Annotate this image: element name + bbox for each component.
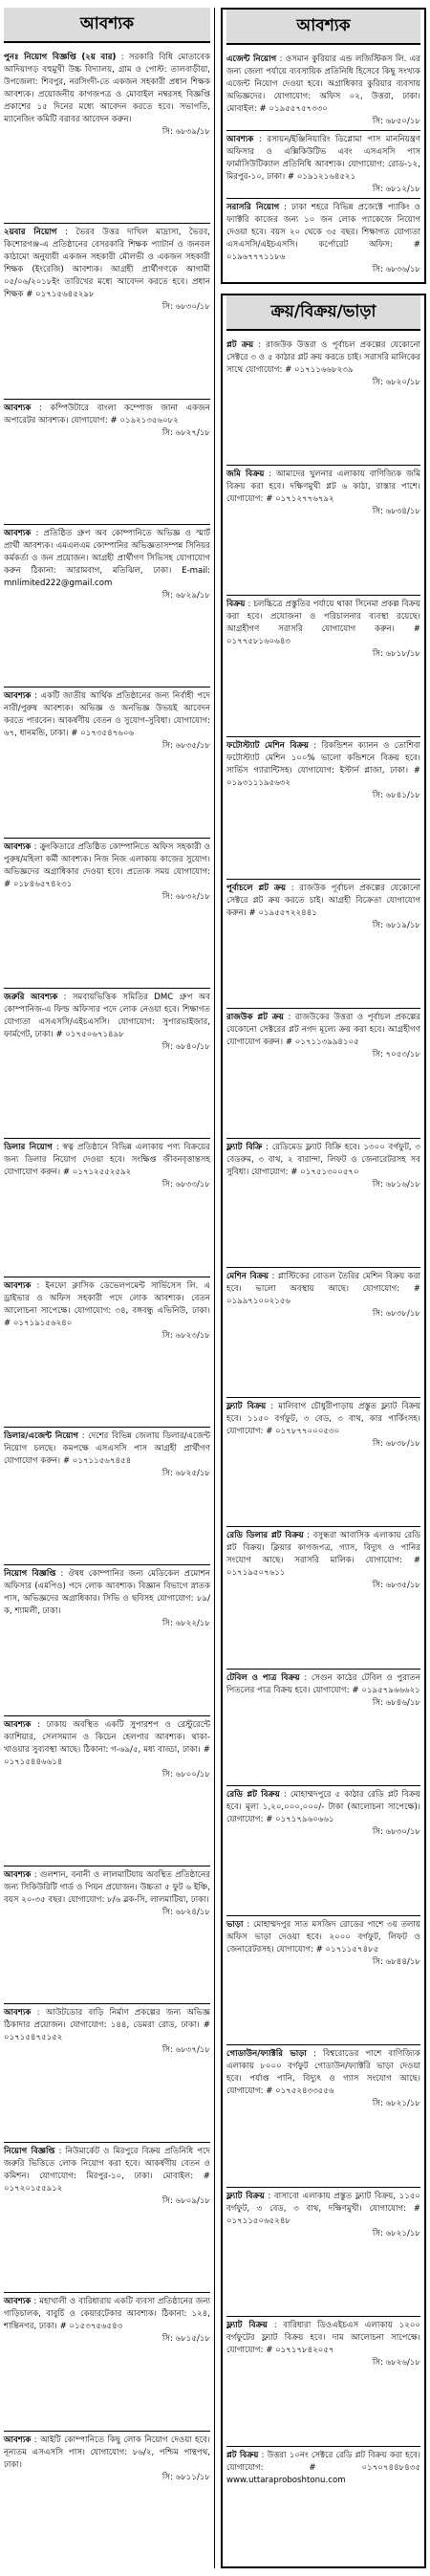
ad-code: সি: ৬৮২১/১৮ (372, 2099, 420, 2109)
ad-separator: : (269, 1272, 278, 1282)
ad-heading: ডিলার/এজেন্ট নিয়োগ (4, 1431, 79, 1442)
ad-separator: : (262, 1142, 272, 1152)
ad-code: সি: ৬৮১৬/১৮ (372, 1179, 420, 1190)
ad-code: সি: ৬৮০০/১৮ (161, 1769, 210, 1779)
ad-heading: আবশ্যক (4, 529, 32, 539)
ad-separator: : (299, 1672, 312, 1683)
ad-separator: : (54, 2146, 66, 2156)
ad-heading: ফ্ল্যাট বিক্রয় (226, 2321, 268, 2331)
right-mid-section-header: ক্রয়/বিক্রয়/ভাড়া (226, 295, 420, 331)
ad-body: ঢাকা শহরে বিভিন্ন প্রজেক্টে প্যাকিং ও ফ্যাক্টরি কাজের জন্য ১০ জন লোক প্যাকেজে নিয়োগ দেওয়া হবে। বয়স ২০ থেকে ৩৫ বছর। শিক্ষাগত যোগ্যতা এসএসসি/এইচএসসি। কর্পোরেট অফিস: # ০১৯৬৭৭৭১১৮৬ (226, 203, 421, 262)
ad-code: সি: ৬৮৩৮/১৮ (372, 1438, 420, 1449)
ad-separator: : (31, 403, 51, 413)
ad-code: সি: ৬৮৪৪/১৮ (372, 1956, 420, 1967)
ad-code: সি: ৬৮১৯/১৮ (372, 920, 420, 930)
column-gap (221, 284, 426, 294)
classified-ad (4, 839, 210, 989)
ad-separator: : (52, 1143, 63, 1153)
ad-body: বারিধারা ডিওএইচএস এলাকায় ১২০০ বর্গফুটের ফ্ল্যাট বিক্রয় হবে। দাম আলোচনা সাপেক্ষে। যোগাযোগ: # ০১৭১৭৮৪২০৫৭ (226, 2321, 420, 2356)
classified-ad (226, 596, 420, 737)
ad-separator: : (31, 841, 40, 852)
ad-code: সি: ৬৮৩৭/১৮ (161, 2045, 210, 2056)
ad-body: দেশের বিভিন্ন জেলায় ডিলার/এজেন্ট নিয়োগ চলছে। কমপক্ষে এসএসসি পাস আগ্রহী প্রার্থীগণ যোগাযোগ করুন। # ০১৭১১৫৬৭৪৫৪ (4, 1431, 210, 1467)
ad-heading: আবশ্যক (4, 2297, 32, 2307)
classified-ad (4, 525, 210, 688)
ad-body: সরকারি বিধি মোতাবেক আদিয়াগড় বহুমুখী উচ্চ বিদ্যালয়, গ্রাম ও পোস্ট: তালবাড়ীয়া, উপজেলা: শিবপুর, নরসিংদী-তে একজন সহকারী প্রধান শিক্ষক আবশ্যক। প্রয়োজনীয় কাগজপত্র ও মোবাইল নম্বরসহ বিজ্ঞপ্তি প্রকাশের ১৫ দিনের মধ্যে আবেদন করতে হবে। সভাপতি, ম্যানেজিং কমিটি বরাবর আবেদন করুন। (4, 53, 210, 124)
classified-ad (4, 1139, 210, 1277)
classified-ad (226, 1009, 420, 1138)
ad-separator: : (31, 2008, 46, 2019)
classified-ad (4, 2004, 210, 2142)
ad-heading: জমি বিক্রয় (226, 469, 265, 480)
ad-heading: আবশ্যক (4, 1870, 32, 1881)
classified-ad (226, 1398, 420, 1527)
ad-separator: : (253, 340, 267, 350)
classified-ad (226, 1268, 420, 1397)
ad-separator: : (31, 691, 41, 702)
ad-heading: নিয়োগ বিজ্ঞপ্তি (4, 1569, 56, 1580)
ad-separator: : (253, 135, 268, 144)
ad-heading: আবশ্যক (4, 2008, 32, 2019)
ad-heading: গোডাউন/ফ্যাক্টরি ভাড়া (226, 2049, 307, 2060)
ad-body: রসায়ন/ইঞ্জিনিয়ারিং ডিপ্লোমা পাস মাননিয়ন্ত্রণ অফিসার ও এক্সিকিউটিভ এবং এসএসসি পাস ফার্মাসিউটিক্যাল প্রতিনিধি আবশ্যক। যোগাযোগ: রোড-১২, মিরপুর-১০, ঢাকা। # ০১৯১২১৬৪৫২১ (226, 135, 421, 182)
ad-code: সি: ৬৮৩৮/১৮ (372, 1309, 420, 1320)
ad-body: রাজউকের উত্তরা ও পূর্বাচল প্রকল্পের যেকোনো সেক্টরের প্লট নগদ মূল্যে ক্রয় করা হবে। আগ্রহীগণ যোগাযোগ করুন। # ০১৭১১৩৯৯৪১০৫ (226, 1013, 421, 1048)
classified-ad (4, 1716, 210, 1867)
ad-code: সি: ৬৮৪১/১৮ (372, 791, 420, 801)
ad-heading: ফ্ল্যাট বিক্রি (226, 1142, 263, 1152)
ad-code: সি: ৬৮২৪/১৮ (161, 1908, 210, 1918)
ad-body: আমাদের খুলনার এলাকায় বাণিজ্যিক জমি বিক্রয় করা হবে। দক্ষিণমুখী প্লট ৬ কাঠা, রাস্তার পাশে। যোগাযোগ: # ০১৭১২৭৭৬৭৯২ (226, 469, 420, 505)
classified-ad (226, 880, 420, 1009)
classified-ad (4, 1565, 210, 1715)
left-ads-list (4, 49, 210, 2568)
ad-body: ওসমান কুরিয়ার এন্ড লজিস্টিকস লি. এর জন্য জেলা পর্যায়ে ব্যবসায়িক প্রতিনিধি হিসেবে কিছু সংখ্যক এজেন্ট নিয়োগ দেওয়া হবে। অগ্রাধিকার কুরিয়ার ব্যবসায় অভিজ্ঞদের। যোগাযোগ: অফিস ০২, উত্তরা, ঢাকা। মোবাইল: # ০১৯৫৫৭৫৭৩৩০ (226, 55, 420, 114)
classified-ad (4, 989, 210, 1139)
classified-ad (226, 131, 420, 199)
ad-code: সি: ৬৮১১/১৮ (161, 2472, 210, 2482)
ad-separator: : (31, 2434, 41, 2445)
ad-body: ঔষধ কোম্পানির জন্য মেডিকেল প্রমোশন অফিসার (এমপিও) পদে লোক আবশ্যক। বিজ্ঞান বিভাগে স্নাতক পাস, অভিজ্ঞদের অগ্রাধিকার। সিভি ও ছবিসহ যোগাযোগ: ৮৯/ক, শ্যামলী, ঢাকা। (4, 1569, 210, 1617)
ad-heading: আবশ্যক (4, 1280, 32, 1291)
ad-code: সি: ৬৮২০/১৮ (372, 378, 420, 387)
ad-heading: ডিলার নিয়োগ (4, 1143, 53, 1153)
ad-body: কম্পিউটারে বাংলা কম্পোজ জানা একজন অপারেটর আবশ্যক। যোগাযোগ: # ০১৯২১৩৫৬০৮২ (4, 403, 211, 426)
ad-code: সি: ৬৮৩৩/১৮ (161, 1180, 210, 1190)
right-column (221, 8, 426, 2568)
ad-heading: বিক্রয় (226, 599, 246, 609)
ad-body: স্বত্ব প্রতিষ্ঠানে বিভিন্ন এলাকায় পণ্য বিক্রয়ের জন্য ডিলার নিয়োগ দেওয়া হবে। সংক্ষিপ্ত জীবনবৃত্তান্তসহ যোগাযোগ করুন। # ০১৭১২৫৫২৫৯২ (4, 1143, 210, 1178)
ad-code: সি: ৬৮২৩/১৮ (161, 1330, 210, 1341)
ad-code: সি: ৬৮৩৫/১৮ (372, 1581, 420, 1591)
ad-code: সি: ৬৮৪৬/১৮ (372, 1697, 420, 1708)
ad-code: সি: ৬৮২২/১৮ (161, 1619, 210, 1629)
ad-separator: : (78, 1431, 89, 1442)
left-column (4, 8, 215, 2568)
ad-body: সমবায়ভিত্তিক সমিতির DMC গ্রুপ অব কোম্পানিজ-এ ফিল্ড অফিসার পদে লোক নেওয়া হবে। শিক্ষাগত যোগ্যতা এসএসসি/এইচএসসি। যোগাযোগ: সুপারভাইজার, ফার্মগেট, ঢাকা। # ০১৭৫০৬৭১৪৯৮ (4, 993, 210, 1040)
ad-separator: : (31, 1870, 40, 1881)
ad-heading: রাজউক প্লট ক্রয় (226, 1013, 284, 1023)
ad-body: প্লাস্টিকের বোতল তৈরির মেশিন বিক্রয় করা হবে। ভালো অবস্থায় আছে। যোগাযোগ: # ০১৯৯৭১০০২১৫৬ (226, 1272, 421, 1307)
ad-heading: সরাসরি নিয়োগ (226, 203, 280, 212)
ad-heading: প্লট ক্রয় (226, 340, 254, 350)
ad-body: একটি জাতীয় আর্থিক প্রতিষ্ঠানের জন্য নির্বাহী পদে নারী/পুরুষ আবশ্যক। অভিজ্ঞ ও অনভিজ্ঞ উভয়ই আবেদন করতে পারবেন। আকর্ষণীয় বেতন ও সুযোগ-সুবিধা। যোগাযোগ: ৬৭, ধানমন্ডি, ঢাকা। # ০১৭৩৫৪৭৬০৬ (4, 691, 211, 739)
classified-ad (4, 400, 210, 525)
left-section-header: আবশ্যক (4, 8, 210, 43)
classified-ad (4, 688, 210, 838)
ad-body: রাজউক পূর্বাচল প্রকল্পের যেকোনো সেক্টরে প্লট ক্রয় করতে চাই। আগ্রহী বিক্রেতা যোগাযোগ করুন। # ০১৯৫৫৭২২৪৪১ (226, 883, 421, 918)
ad-separator: : (276, 55, 286, 64)
ad-body: সেগুন কাঠের টেবিল ও পুরাতন পিতলের পাত্র বিক্রয় হবে। যোগাযোগ: # ০১৯৫৭৯৬৬৬২১ (226, 1672, 421, 1695)
ad-heading: মেশিন বিক্রয় (226, 1272, 269, 1282)
ad-code: সি: ৬৮৩০/১৮ (161, 302, 210, 313)
right-top-box (221, 8, 426, 284)
classified-ad (226, 1527, 420, 1669)
classified-ad (4, 2432, 210, 2568)
ad-code: সি: ৬৮৩৫/১৮ (161, 741, 210, 752)
ad-separator: : (264, 2191, 274, 2201)
ad-code: সি: ৬৮৫০/১৮ (372, 117, 420, 126)
ad-heading: আবশ্যক (4, 841, 32, 852)
ad-separator: : (116, 53, 129, 62)
classified-ad (4, 1428, 210, 1565)
classified-ad (4, 224, 210, 399)
ad-body: ঢাকায় অবস্থিত একটি সুপারশপ ও রেস্টুরেন্টে ক্যাশিয়ার, সেলসম্যান ও কিচেন হেলপার আবশ্যক। থাকা-খাওয়ার সুব্যবস্থা আছে। ঠিকানা: গ-৬৯/৫, মধ্য বাড্ডা, ঢাকা। # ০১৭১৫৪৪৬৬১৪ (4, 1719, 210, 1767)
ad-code: সি: ৬৮১৮/১৮ (372, 648, 420, 659)
ad-body: রেডিমেড ফ্ল্যাট বিক্রি হবে। ১৩০০ বর্গফুট, ৩ বেডরুম, ৩ বাথ, ২ বারান্দা, লিফট ও জেনারেটরসহ সব সুবিধা। যোগাযোগ: # ০১৭৫১৩০০৫৭০ (226, 1142, 420, 1177)
right-top-section-header: আবশ্যক (226, 10, 420, 45)
ad-body: বসুন্ধরা আবাসিক এলাকায় রেডি প্লট বিক্রয়। ক্লিয়ার কাগজপত্র, গ্যাস, বিদ্যুৎ ও পানির সংযোগ আছে। সরাসরি মালিক। যোগাযোগ: # ০১৭১৯৫০৭৬১১ (226, 1531, 421, 1579)
ad-separator: : (55, 1569, 69, 1580)
ad-heading: পুনঃ নিয়োগ বিজ্ঞপ্তি (২য় বার) (4, 53, 117, 62)
ad-heading: পূর্বাচলে প্লট ক্রয় (226, 883, 287, 893)
classified-ad (226, 2447, 420, 2563)
classified-ad (226, 1786, 420, 1915)
ad-body: বিশ্বরোডের পাশে বাণিজ্যিক এলাকায় ৮০০০ বর্গফুট গোডাউন/ফ্যাক্টরি ভাড়া দেওয়া হবে। পর্যাপ্ত পানি, বিদ্যুৎ ও গ্যাস সংযোগ আছে। যোগাযোগ: # ০১৭৫২৪৩৩৫৫৬ (226, 2049, 421, 2097)
ad-separator: : (264, 469, 276, 480)
right-top-ads-list (226, 51, 420, 278)
ad-heading: ফ্ল্যাট বিক্রয় (226, 2191, 265, 2201)
right-mid-ads-list (226, 337, 420, 2563)
ad-body: মালিবাগ চৌধুরীপাড়ায় প্রস্তুত ফ্ল্যাট বিক্রয় হবে। ১১৫০ বর্গফুট, ৩ বেড, ৩ বাথ, কার পার্কিংসহ। যোগাযোগ: # ০১৭৮৭৭০০০৫৩০ (226, 1401, 420, 1436)
ad-code: সি: ৬৮২৫/১৮ (161, 1469, 210, 1479)
ad-body: রাজউক উত্তরা ও পূর্বাচল প্রকল্পের যেকোনো সেক্টরে ৩ ও ৫ কাঠার প্লট ক্রয় করতে চাই। সরাসরি মালিকের সাথে যোগাযোগ: # ০১৭১১৬৬৮২৩৯ (226, 340, 420, 375)
ad-heading: নিয়োগ বিজ্ঞপ্তি (4, 2146, 55, 2156)
ad-separator: : (306, 2049, 324, 2060)
ad-heading: ভাড়া (226, 1919, 244, 1930)
ad-code: সি: ৬৮২৭/১৮ (161, 427, 210, 438)
ad-heading: ২য়বার নিয়োগ (4, 228, 57, 238)
ad-code: সি: ৬৮৩৬/১৮ (372, 265, 420, 274)
ad-separator: : (245, 599, 254, 609)
ad-code: সি: ৬৮২১/১৮ (372, 2228, 420, 2238)
ad-body: চলচ্চিত্রে প্রস্তুতির পর্যায়ে থাকা সিনেমা প্রকল্প বিক্রয় করা হবে। প্রযোজনা ও পরিচালনার ব্যবস্থা রয়েছে। আগ্রহীগণ সরাসরি যোগাযোগ করুন। # ০১৭৭৫৮১৬০৬৪৩ (226, 599, 421, 646)
ad-code: সি: ৬৮৩৯/১৮ (161, 127, 210, 137)
ad-body: বাসাবো এলাকায় প্রস্তুত ফ্ল্যাট বিক্রয়, ১১৫০ বর্গফুট, ৩ বেড, ৩ বাথ, দক্ষিণমুখী। যোগাযোগ: # ০১৭১১৫০৬৫২৪৮ (226, 2191, 420, 2226)
ad-code: সি: ৬৮৩২/১৮ (161, 891, 210, 902)
ad-heading: টেবিল ও পাত্র বিক্রয় (226, 1672, 300, 1683)
ad-code: সি: ৬৮৩৪/১৮ (372, 507, 420, 517)
ad-heading: আবশ্যক (226, 135, 254, 144)
ad-separator: : (31, 1280, 46, 1291)
ad-body: আইটি কোম্পানিতে কিছু লোক নিয়োগ দেওয়া হবে। নূন্যতম এসএসসি পাস। যোগাযোগ: ৮৬/২, পশ্চিম পান্থপথ, ঢাকা। (4, 2434, 211, 2470)
ad-heading: আবশ্যক (4, 2434, 32, 2445)
classified-ad (4, 2143, 210, 2293)
classified-ad (226, 1670, 420, 1786)
ad-separator: : (258, 2450, 268, 2460)
ad-body: উত্তরা ১০নং সেক্টরে রেডি প্লট বিক্রয় করা হবে। যোগাযোগ: # ০১৭০৭৪৪৮৪৩৫ www.uttaraproboshtonu.com (226, 2450, 421, 2485)
classified-ad (226, 199, 420, 278)
ad-body: মহাখালী ও বারিধারায় একটি ব্যবসা প্রতিষ্ঠানের জন্য গাড়িচালক, বাবুর্চি ও কেয়ারটেকার আবশ্যক। ঠিকানা: ১২৪, শান্তিনগর, ঢাকা। # ০১৫৩৭৫৬৫৪৩ (4, 2297, 210, 2332)
ad-heading: ফটোস্ট্যাট মেশিন বিক্রয় (226, 741, 309, 752)
ad-body: ভৈরব উত্তর দাখিল মাদ্রাসা, ভৈরব, কিশোরগঞ্জ-এ প্রতিষ্ঠানের বেসরকারি শিক্ষক প্যাটার্ন ও জনবল কাঠামো অনুযায়ী একজন সহকারী মৌলভী ও একজন সহকারী শিক্ষক (ইংরেজি) আবশ্যক। আগ্রহী প্রার্থীগণকে আগামী ০৫/০৬/২০১৮ইং তারিখের মধ্যে আবেদন করতে হবে। প্রধান শিক্ষক # ০১৭১৫৬৪৫২৯৮ (4, 228, 211, 300)
ad-body: ইনফো ক্লাসিক ডেভেলপমেন্ট সার্ভিসেস লি. এ ড্রাইভার ও অফিস সহকারী পদে লোক আবশ্যক। বেতন আলোচনা সাপেক্ষে। যোগাযোগ: ৩৪, বঙ্গবন্ধু এভিনিউ, ঢাকা। # ০১৭১৯১৫৬২৪০ (4, 1280, 210, 1328)
ad-code: সি: ৬৮২৯/১৮ (161, 591, 210, 601)
ad-code: সি: ৬৮১২/১৮ (372, 185, 420, 194)
classified-ad (226, 51, 420, 131)
ad-body: রিকন্ডিশন ক্যানন ও তোশিবা ফটোস্ট্যাট মেশিন ১০০% ভালো কন্ডিশনে বিক্রয় হবে। সার্ভিস গ্যারান্টিসহ। যোগাযোগ: ইস্টার্ন প্লাজা, ঢাকা। # ০১৯৩১১১৯৫৬৩২ (226, 741, 420, 789)
ad-separator: : (283, 1013, 295, 1023)
ad-body: প্রতিষ্ঠিত গ্রুপ অব কোম্পানিতে অভিজ্ঞ ও স্মার্ট প্রার্থী আবশ্যক। এমএলএম কোম্পানির অভিজ্ঞতাসম্পন্ন সিনিয়র কর্মকর্তা ও জন প্রয়োজন। আগ্রহী প্রার্থীগণ সিভিসহ যোগাযোগ করুন ঠিকানা: আরামবাগ, মতিঝিল, ঢাকা। E-mail: mnlimited222@gmail.com (4, 529, 210, 589)
classified-ad (226, 466, 420, 595)
classified-ad (4, 2293, 210, 2431)
ad-code: সি: ৬৮৪০/১৮ (161, 1042, 210, 1053)
classified-ad (226, 2045, 420, 2187)
classified-ad (226, 1916, 420, 2045)
ad-body: মোহাম্মদপুর সাত মসজিদ রোডের পাশে ৩য় তলায় অফিস ভাড়া দেওয়া হবে। ২০০০ বর্গফুট, লিফট ও জেনারেটরসহ। যোগাযোগ: # ০১৭১১৫৭৪৮৫ (226, 1919, 421, 1954)
right-mid-box (221, 294, 426, 2568)
ad-heading: ফ্ল্যাট বিক্রয় (226, 1401, 267, 1411)
ad-separator: : (286, 883, 300, 893)
ad-heading: রেডি ডিলার প্লট বিক্রয় (226, 1531, 304, 1541)
ad-body: ক্রুংকিতারে প্রতিষ্ঠিত কোম্পানিতে অফিস সহকারী ও পুরুষ/মহিলা কর্মী আবশ্যক। নিজ নিজ এলাকায় কাজের সুযোগ। অভিজ্ঞদের অগ্রাধিকার দেওয়া হবে। প্রত্যেক সময় যোগাযোগ: # ০১৮৪৬৫৭৪২৩১ (4, 841, 210, 889)
classified-ad (226, 2317, 420, 2446)
ad-separator: : (243, 1919, 254, 1930)
classified-ad (226, 737, 420, 879)
ad-heading: প্লট বিক্রয় (226, 2450, 259, 2460)
ad-heading: এজেন্ট নিয়োগ (226, 55, 277, 64)
ad-separator: : (279, 1790, 290, 1801)
ad-body: গুলশান, বনানী ও লালমাটিয়ায় অবস্থিত প্রতিষ্ঠানের জন্য সিকিউরিটি গার্ড ও পিয়ন প্রয়োজন। উচ্চতা ৫ ফুট ৬ ইঞ্চি, বয়স ২০-৩৫ বছর। যোগাযোগ: ৮/৬ ব্লক-সি, লালমাটিয়া, ঢাকা। (4, 1870, 210, 1906)
ad-code: সি: ৬৮২৬/১৮ (372, 2358, 420, 2369)
ad-body: আউটডোর বাড়ি নির্মাণ প্রকল্পের জন্য অভিজ্ঞ ঠিকাদার প্রয়োজন। যোগাযোগ: ১৪৪, ডেমরা রোড, ঢাকা। # ০১৭১৫৪৭৫১৫২ (4, 2008, 211, 2043)
ad-code: সি: ৬৮০৯/১৮ (161, 2195, 210, 2206)
ad-heading: জরুরি আবশ্যক (4, 993, 58, 1003)
classified-ad (226, 2188, 420, 2317)
ad-separator: : (31, 529, 44, 539)
classified-ad (4, 1867, 210, 2004)
ad-separator: : (57, 993, 73, 1003)
ad-heading: রেডি প্লট বিক্রয় (226, 1790, 280, 1801)
classified-ad (226, 337, 420, 466)
classified-ad (4, 1277, 210, 1428)
ad-separator: : (56, 228, 76, 238)
ad-heading: আবশ্যক (4, 403, 32, 413)
ad-separator: : (308, 741, 322, 752)
ad-body: মোহাম্মদপুরে ৫ কাঠার রেডি প্লট বিক্রয় হবে। মূল্য ১,২০,০০০,০০০/- টাকা (আলোচনা সাপেক্ষে)। যোগাযোগ: # ০১৭১৭৯৬০৬৬১ (226, 1790, 420, 1825)
classified-ad (226, 1139, 420, 1268)
ad-separator: : (303, 1531, 313, 1541)
ad-body: নিউমার্কেট ও মিরপুরে বিক্রয় প্রতিনিধি পদে জরুরি ভিত্তিতে লোক নিয়োগ করা হবে। আকর্ষণীয় বেতন ও কমিশন। যোগাযোগ: মিরপুর-১০, ঢাকা। মোবাইল: # ০১৭২০১৫৫৯১২ (4, 2146, 210, 2194)
ad-code: সি: ৬৮৩০/১৮ (372, 1827, 420, 1838)
ad-separator: : (267, 2321, 284, 2331)
classified-ad (4, 49, 210, 224)
ad-heading: আবশ্যক (4, 691, 32, 702)
ad-separator: : (31, 1719, 47, 1730)
ad-separator: : (266, 1401, 279, 1411)
ad-code: সি: ৬৮১৫/১৮ (161, 2334, 210, 2345)
ad-separator: : (31, 2297, 40, 2307)
ad-code: সি: ৭০৫৩/১৮ (372, 1050, 420, 1060)
ad-heading: আবশ্যক (4, 1719, 32, 1730)
ad-separator: : (279, 203, 292, 212)
